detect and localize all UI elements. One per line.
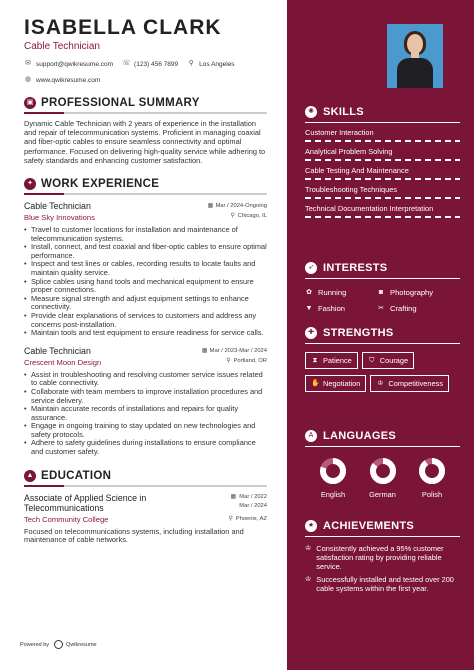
language-level-ring [369, 457, 397, 485]
mail-icon: ✉ [25, 60, 31, 67]
phone-text: (123) 456 7899 [134, 60, 179, 68]
trophy-icon: ♔ [305, 576, 312, 583]
languages-title: LANGUAGES [323, 430, 396, 442]
skill-bar [305, 197, 460, 199]
list-item: • Collaborate with team members to improve installation procedures and service delivery. [24, 388, 267, 405]
strengths-title: STRENGTHS [323, 327, 394, 339]
edu-date-start: Mar / 2022 [239, 493, 267, 500]
achievement-item: ♔ Consistently achieved a 95% customer satisfaction rating by providing reliable service. [305, 544, 444, 571]
skill-label: Troubleshooting Techniques [305, 185, 398, 194]
pin-icon: ⚲ [230, 213, 235, 220]
strength-tag: ✋ Negotiation [305, 375, 366, 392]
edu-date-end: Mar / 2024 [239, 502, 267, 509]
list-item: • Engage in ongoing training to stay updated on new technologies and safety protocols. [24, 422, 267, 439]
skill-label: Customer Interaction [305, 128, 374, 137]
language-level-ring [418, 457, 446, 485]
edu-school: Tech Community College [24, 514, 109, 524]
edu-description: Focused on telecommunications systems, including installation and maintenance of cable networks. [24, 526, 244, 545]
strengths-section [305, 327, 460, 398]
skill-bar [305, 178, 460, 180]
job-location: Chicago, IL [237, 213, 267, 220]
graduation-cap-icon: ▲ [24, 470, 36, 482]
achievements-title: ACHIEVEMENTS [323, 520, 414, 532]
language-name: Polish [421, 490, 443, 499]
skill-bar [305, 159, 460, 161]
job-entry [24, 346, 267, 457]
trophy-icon: ♔ [305, 545, 312, 552]
globe-icon: ◍ [24, 76, 32, 83]
strength-tag: ♔ Competitiveness [370, 375, 449, 392]
education-title: EDUCATION [41, 469, 112, 482]
job-entry [24, 201, 267, 338]
skill-bar [305, 216, 460, 218]
list-item: • Maintain tools and test equipment to ensure readiness for service calls. [24, 329, 267, 338]
summary-heading [24, 97, 267, 114]
skill-item [305, 147, 460, 161]
qwikresume-logo-icon [54, 640, 63, 649]
location-pin-icon: ⚲ [188, 60, 194, 67]
edu-degree: Associate of Applied Science in Telecommunications [24, 492, 147, 514]
profile-photo [387, 24, 443, 88]
list-item: • Measure signal strength and adjust equipment settings to enhance connectivity. [24, 295, 267, 312]
job-location: Portland, OR [233, 357, 267, 364]
skill-bar [305, 140, 460, 142]
language-icon: A [305, 430, 317, 442]
edu-dates [230, 493, 267, 514]
skill-item [305, 166, 460, 180]
shirt-icon: ▼ [305, 304, 313, 312]
website-row[interactable] [24, 76, 267, 84]
email-contact[interactable] [24, 60, 113, 68]
craft-icon: ✂ [378, 304, 384, 312]
job-dates: Mar / 2023-Mar / 2024 [209, 347, 267, 354]
interests-section [305, 262, 460, 313]
pin-icon: ⚲ [228, 515, 233, 522]
skill-item [305, 185, 460, 199]
website-text: www.qwikresume.com [36, 76, 101, 84]
language-level-ring [319, 457, 347, 485]
list-item: • Splice cables using hand tools and mechanical equipment to ensure proper connections. [24, 278, 267, 295]
skills-title: SKILLS [323, 106, 364, 118]
skill-item [305, 204, 460, 218]
skill-item [305, 128, 460, 142]
job-company: Blue Sky Innovations [24, 213, 95, 223]
job-title: Cable Technician [24, 201, 91, 212]
experience-icon: ✦ [24, 178, 36, 190]
experience-heading [24, 178, 267, 195]
strength-tag: ⧗ Patience [305, 352, 358, 369]
languages-section [305, 430, 460, 499]
edu-location: ⚲ Phoenix, AZ [228, 515, 267, 522]
pin-icon: ⚲ [226, 357, 231, 364]
job-title: Cable Technician [24, 345, 91, 356]
strength-tag: ⛉ Courage [362, 352, 414, 369]
list-item: • Maintain accurate records of installations and repairs for quality assurance. [24, 405, 267, 422]
job-bullets [24, 371, 267, 457]
list-item: • Travel to customer locations for installation and maintenance of telecommunication systems. [24, 226, 267, 243]
calendar-icon: ▦ [230, 493, 237, 500]
job-meta [207, 201, 267, 221]
rocket-icon: ➶ [305, 262, 317, 274]
footer [20, 640, 97, 649]
summary-title: PROFESSIONAL SUMMARY [41, 97, 200, 109]
hourglass-icon: ⧗ [312, 356, 318, 364]
experience-title: WORK EXPERIENCE [41, 178, 160, 191]
candidate-name: ISABELLA CLARK [24, 16, 222, 39]
skills-section [305, 106, 460, 218]
job-dates: Mar / 2024-Ongoing [215, 203, 267, 210]
paw-icon: ✿ [306, 288, 312, 296]
achievements-section [305, 520, 460, 593]
language-name: German [369, 490, 396, 499]
brand-text[interactable]: Qwikresume [66, 641, 97, 648]
job-bullets [24, 226, 267, 338]
trophy-icon: ♔ [377, 379, 384, 387]
phone-icon: ☏ [122, 60, 131, 67]
skill-label: Analytical Problem Solving [305, 147, 393, 156]
calendar-icon: ▦ [207, 203, 214, 210]
location-text: Los Angeles [199, 60, 235, 68]
puzzle-icon: ✚ [305, 327, 317, 339]
lightbulb-icon: ✺ [305, 106, 317, 118]
email-text: support@qwikresume.com [36, 60, 114, 68]
list-item: • Install, connect, and test coaxial and fiber-optic cables to ensure optimal performance. [24, 243, 267, 260]
skill-label: Cable Testing And Maintenance [305, 166, 409, 175]
achievement-item: ♔ Successfully installed and tested over 200 cable systems within the first year. [305, 575, 454, 593]
contact-row [24, 60, 267, 68]
language-name: English [320, 490, 346, 499]
camera-icon: ◙ [378, 288, 384, 296]
phone-contact[interactable] [122, 60, 178, 68]
interests-title: INTERESTS [323, 262, 388, 274]
job-company: Crescent Moon Design [24, 357, 102, 367]
education-heading [24, 470, 267, 487]
location-contact [187, 60, 234, 68]
list-item: • Inspect and test lines or cables, recording results to locate faults and maintain quality service. [24, 260, 267, 277]
powered-by-text: Powered by [20, 641, 50, 648]
briefcase-icon: ▣ [24, 97, 36, 109]
list-item: • Assist in troubleshooting and resolving customer service issues related to cable connectivity. [24, 371, 267, 388]
handshake-icon: ✋ [311, 379, 320, 387]
interest-item: ✿ Running [306, 288, 347, 297]
list-item: • Provide clear explanations of services to customers and address any concerns post-installation. [24, 312, 267, 329]
award-icon: ★ [305, 520, 317, 532]
job-meta [202, 346, 267, 366]
list-item: • Adhere to safety guidelines during installations to ensure compliance and customer safety. [24, 439, 267, 456]
language-item [410, 457, 454, 499]
candidate-role: Cable Technician [24, 41, 100, 52]
interest-item: ▼ Fashion [305, 304, 346, 313]
summary-text: Dynamic Cable Technician with 2 years of experience in the installation and repair of telecommunication systems. Proficient in managing coaxial and fiber-optic cables to ensure seamless connectivity and optimal performance. Focused on delivering high-quality service while adhering to safety standards and enhancing customer satisfaction. [24, 119, 266, 165]
language-item [361, 457, 405, 499]
sidebar [287, 0, 474, 670]
skill-label: Technical Documentation Interpretation [305, 204, 434, 213]
interest-item: ✂ Crafting [378, 304, 417, 313]
calendar-icon: ▦ [201, 347, 208, 354]
interest-item: ◙ Photography [378, 288, 434, 297]
shield-icon: ⛉ [369, 356, 375, 364]
language-item [311, 457, 355, 499]
